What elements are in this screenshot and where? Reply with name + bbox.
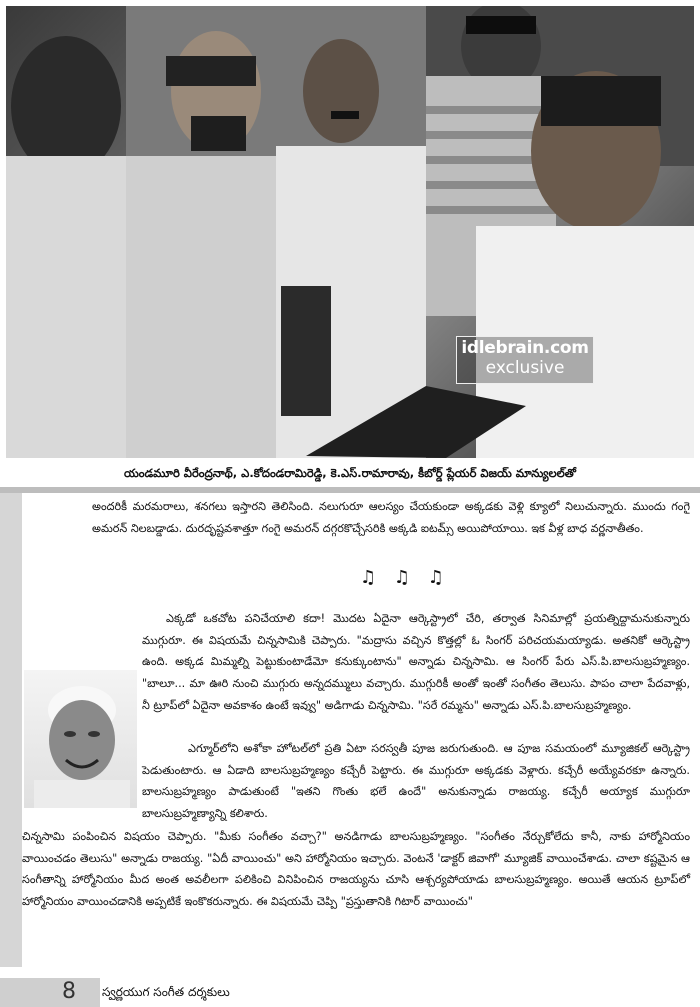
paragraph-3: ఎగ్మూర్‌లోని అశోకా హోటల్‌లో ప్రతి ఏటా సరస్వతీ పూజ జరుగుతుంది. ఆ పూజ సమయంలో మ్యూజికల్ ఆర్కెస్ట్రా పెడుతుంటారు. ఆ ఏడాది బాలసుబ్రహ్మణ్యం కచ్చేరీ పెట్టారు. ఈ ముగ్గురూ అక్కడకు వెళ్లారు. కచ్చేరీ అయ్యేవరకూ ఉన్నారు. బాలసుబ్రహ్మణ్యం పాడుతుంటే "ఇతని గొంతు భలే ఉందే" అనుకున్నాడు రాజయ్య. కచ్చేరీ అయ్యాక ముగ్గురూ బాలసుబ్రహ్మణ్యాన్ని కలిశారు. bbox=[142, 742, 690, 821]
photo-caption: యండమూరి వీరేంద్రనాథ్, ఎ.కోదండరామిరెడ్డి, కె.ఎస్.రామారావు, కీబోర్డ్ ప్లేయర్ విజయ్ మాన్యులల్‌తో bbox=[123, 466, 577, 480]
page-number: 8 bbox=[62, 979, 76, 1004]
paragraph-4: చిన్నసామి పంపించిన విషయం చెప్పారు. "మీకు సంగీతం వచ్చా?" అనడిగాడు బాలసుబ్రహ్మణ్యం. "సంగీతం నేర్చుకోలేదు కానీ, నాకు హార్మోనియం వాయించడం తెలుసు" అన్నాడు రాజయ్య. "ఏదీ వాయించు" అని హార్మోనియం ఇచ్చారు. వెంటనే 'డాక్టర్ జివాగో' మ్యూజిక్ వాయించేశాడు. చాలా కష్టమైన ఆ సంగీతాన్ని హార్మోనియం మీద అంత అవలీలగా పలికించి వినిపించిన రాజయ్యను చూసి ఆశ్చర్యపోయాడు బాలసుబ్రహ్మణ్యం. అయితే ఆయన ట్రూప్‌లో హార్మోనియం వాయించడానికి అప్పటికే ఇంకొకరున్నారు. ఈ విషయమే చెప్పి "ప్రస్తుతానికి గిటార్ వాయించు" bbox=[22, 830, 690, 909]
portrait-shirt bbox=[34, 780, 130, 808]
paragraph-1: అందరికీ మరమరాలు, శనగలు ఇస్తారని తెలిసింది. నలుగురూ ఆలస్యం చేయకుండా అక్కడకు వెళ్లి క్యూలో నిలుచున్నారు. ముందు గంగై అమరన్ నిలబడ్డాడు. దురదృష్టవశాత్తూ గంగై అమరన్ దగ్గరకొచ్చేసరికి అక్కడి ఐటమ్స్ అయిపోయాయి. ఇక వీళ్ల బాధ వర్ణనాతీతం. bbox=[92, 500, 690, 535]
page-number-box bbox=[0, 978, 100, 1007]
paragraph-2: ఎక్కడో ఒకచోట పనిచేయాలి కదా! మొదట ఏదైనా ఆర్కెస్ట్రాలో చేరి, తర్వాత సినిమాల్లో ప్రయత్నిద్దామనుకున్నారు ముగ్గురూ. ఈ విషయమే చిన్నసామికి చెప్పారు. "మద్రాసు వచ్చిన కొత్తల్లో ఓ సింగర్ పరిచయమయ్యాడు. అతనికో ఆర్కెస్ట్రా ఉంది. అక్కడ మిమ్మల్ని పెట్టుకుంటాడేమో కనుక్కుంటాను" అన్నాడు చిన్నసామి. ఆ సింగర్ పేరు ఎస్.పి.బాలసుబ్రహ్మణ్యం. "బాలూ... మా ఊరి నుంచి ముగ్గురు అన్నదమ్ములు వచ్చారు. ముగ్గురికీ అంతో ఇంతో సంగీతం తెలుసు. పాపం చాలా పేదవాళ్లు, నీ ట్రూప్‌లో ఏదైనా అవకాశం ఉంటే ఇవ్వు" అడిగాడు చిన్నసామి. "సరే రమ్మను" అన్నాడు ఎస్.పి.బాలసుబ్రహ్మణ్యం. bbox=[142, 612, 690, 712]
caption-divider bbox=[0, 487, 700, 493]
photo-figures bbox=[6, 6, 694, 458]
music-notes-separator: ♫ ♫ ♫ bbox=[360, 567, 450, 588]
book-title: స్వర్ణయుగ సంగీత దర్శకులు bbox=[102, 985, 230, 999]
portrait-photo bbox=[24, 670, 137, 808]
watermark-logo: idlebrain.com bbox=[461, 338, 589, 358]
watermark bbox=[456, 336, 594, 384]
group-photo bbox=[6, 6, 694, 458]
left-margin-band bbox=[0, 493, 22, 967]
person-moustache-head bbox=[303, 39, 379, 143]
portrait-figure bbox=[24, 670, 137, 808]
person-left-head bbox=[11, 36, 121, 176]
watermark-tag: exclusive bbox=[485, 358, 565, 378]
person-left-body bbox=[6, 156, 146, 458]
